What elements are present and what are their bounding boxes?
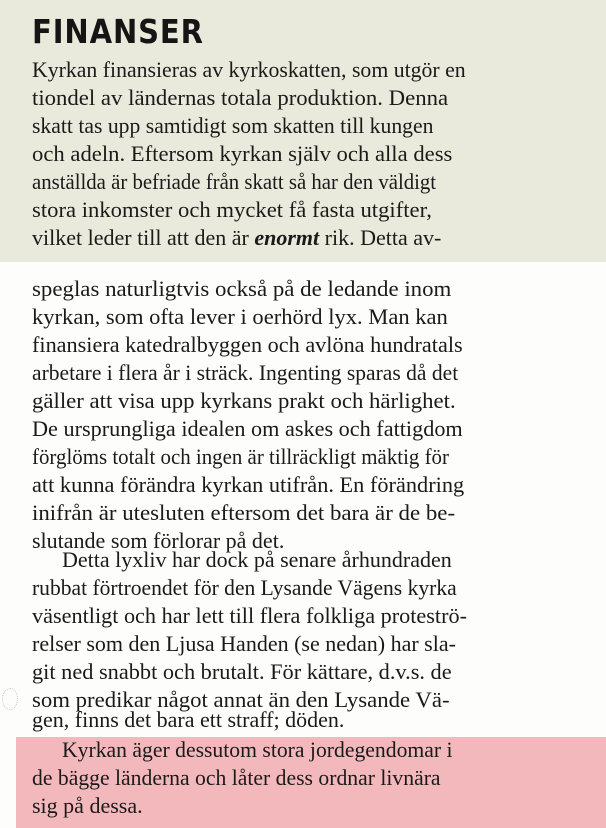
- text-line: arbetare i flera år i sträck. Ingenting sparas då det: [32, 360, 459, 385]
- section-heading: FINANSER: [32, 12, 204, 51]
- text-line: anställda är befriade från skatt så har den väldigt: [32, 169, 437, 194]
- scan-artifact: [100, 0, 140, 4]
- text-line: tiondel av ländernas totala produktion. Denna: [32, 85, 449, 110]
- highlighted-text-line: sig på dessa.: [32, 793, 143, 818]
- text-line: slutande som förlorar på det.: [32, 528, 285, 553]
- text-run: rik. Detta av-: [319, 225, 442, 250]
- highlighted-text-line: Kyrkan äger dessutom stora jordegendomar i: [62, 737, 453, 762]
- highlighted-text-line: de bägge länderna och låter dess ordnar livnära: [32, 765, 441, 790]
- text-line: kyrkan, som ofta lever i oerhörd lyx. Man kan: [32, 304, 448, 329]
- text-line: och adeln. Eftersom kyrkan själv och alla dess: [32, 141, 453, 166]
- text-line: stora inkomster och mycket få fasta utgifter,: [32, 197, 432, 222]
- text-line: gäller att visa upp kyrkans prakt och härlighet.: [32, 388, 456, 413]
- text-line: relser som den Ljusa Handen (se nedan) har sla-: [32, 631, 456, 656]
- text-line: git ned snabbt och brutalt. För kättare, d.v.s. de: [32, 659, 452, 684]
- text-run: vilket leder till att den är: [32, 225, 255, 250]
- text-line: förglöms totalt och ingen är tillräckligt mäktig för: [32, 444, 449, 469]
- text-line: inifrån är utesluten eftersom det bara är de be-: [32, 500, 456, 525]
- text-line: [32, 224, 592, 251]
- text-line: Detta lyxliv har dock på senare århundraden: [62, 547, 452, 572]
- text-line: De ursprungliga idealen om askes och fattigdom: [32, 416, 463, 441]
- text-line: väsentligt och har lett till flera folkliga proteströ-: [32, 603, 468, 628]
- text-line: speglas naturligtvis också på de ledande inom: [32, 276, 452, 301]
- text-line: skatt tas upp samtidigt som skatten till kungen: [32, 113, 434, 138]
- text-line: finansiera katedralbyggen och avlöna hundratals: [32, 332, 463, 357]
- emphasized-word: enormt: [254, 225, 320, 250]
- text-line: att kunna förändra kyrkan utifrån. En förändring: [32, 472, 465, 497]
- text-line: rubbat förtroendet för den Lysande Vägens kyrka: [32, 575, 457, 600]
- text-line: gen, finns det bara ett straff; döden.: [32, 707, 345, 732]
- text-line: som predikar något annat än den Lysande Vä-: [32, 687, 450, 712]
- margin-stain: [2, 688, 18, 710]
- text-line: Kyrkan finansieras av kyrkoskatten, som utgör en: [32, 57, 466, 82]
